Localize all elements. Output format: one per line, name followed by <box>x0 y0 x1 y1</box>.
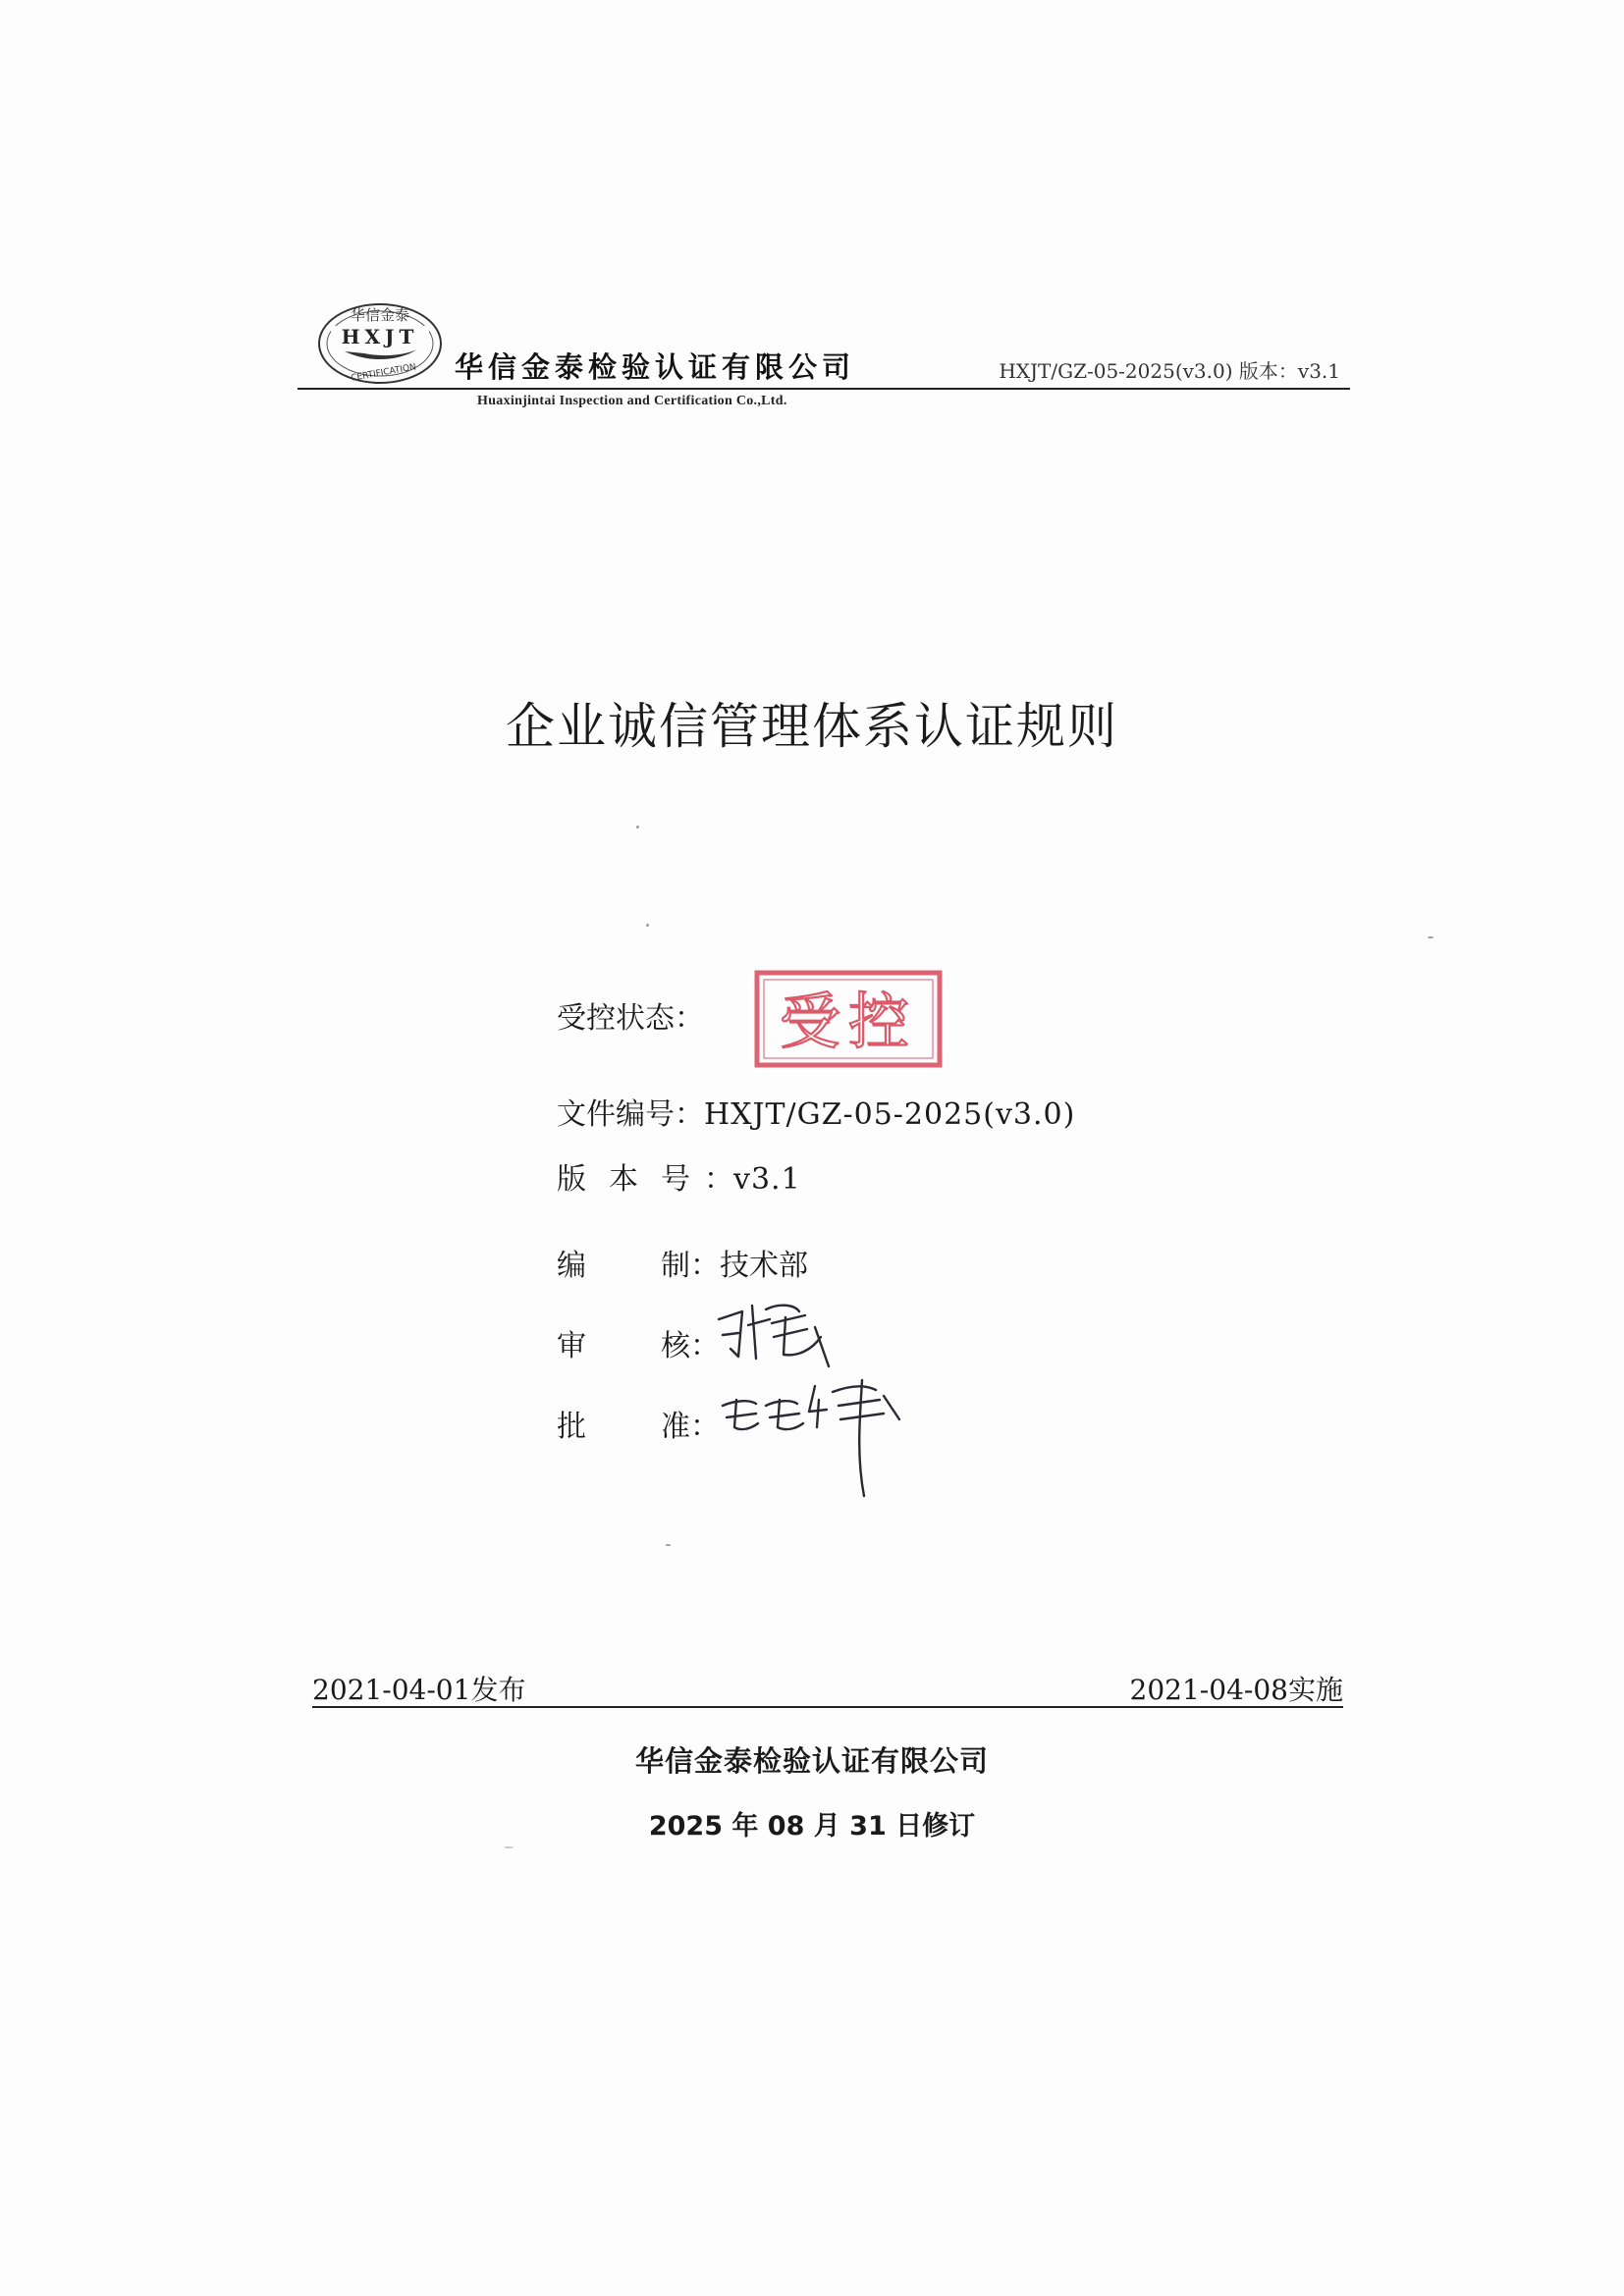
field-doc-number <box>557 1095 1075 1135</box>
approver-signature <box>717 1366 913 1504</box>
logo-arc-text: 华信金泰 <box>350 306 410 324</box>
footer-rule <box>312 1706 1343 1708</box>
field-version: 版 本 号 ：v3.1 <box>557 1160 801 1200</box>
company-name-en: Huaxinjintai Inspection and Certification Co.,Ltd. <box>477 394 787 408</box>
field-reviewed-by: 审 核： <box>557 1329 720 1363</box>
field-approved-by: 批 准： <box>557 1410 720 1444</box>
scan-speck <box>646 924 649 927</box>
footer-company: 华信金泰检验认证有限公司 <box>634 1744 989 1778</box>
scan-speck <box>666 1544 671 1546</box>
scan-speck <box>1428 936 1434 938</box>
field-control-status <box>557 999 733 1039</box>
company-logo <box>315 298 445 389</box>
version-value: v3.1 <box>733 1162 801 1197</box>
implementation-date: 2021-04-08实施 <box>1129 1674 1343 1706</box>
issue-date: 2021-04-01发布 <box>312 1674 526 1706</box>
doc-number-label: 文件编号： <box>557 1097 704 1132</box>
doc-number-value: HXJT/GZ-05-2025(v3.0) <box>704 1097 1076 1132</box>
header-doc-code: HXJT/GZ-05-2025(v3.0) 版本：v3.1 <box>999 359 1340 383</box>
footer-revised-date: 2025 年 08 月 31 日修订 <box>648 1811 976 1842</box>
reviewer-signature <box>709 1298 837 1376</box>
page-header <box>298 294 1350 422</box>
version-label: 版 本 号 <box>557 1162 690 1197</box>
controlled-stamp <box>754 970 943 1068</box>
stamp-text: 受控 <box>779 986 918 1057</box>
compiled-by-value: 技术部 <box>720 1249 808 1283</box>
control-status-label: 受控状态： <box>557 1001 704 1036</box>
scan-speck <box>636 826 639 828</box>
company-name-cn: 华信金泰检验认证有限公司 <box>455 350 856 384</box>
scan-speck <box>504 1846 514 1848</box>
page-title: 企业诚信管理体系认证规则 <box>506 698 1118 755</box>
field-compiled-by: 编 制：技术部 <box>557 1249 808 1283</box>
logo-ring-text: CERTIFICATION <box>350 362 417 384</box>
logo-initials: HXJT <box>341 325 419 348</box>
header-rule <box>298 388 1350 390</box>
